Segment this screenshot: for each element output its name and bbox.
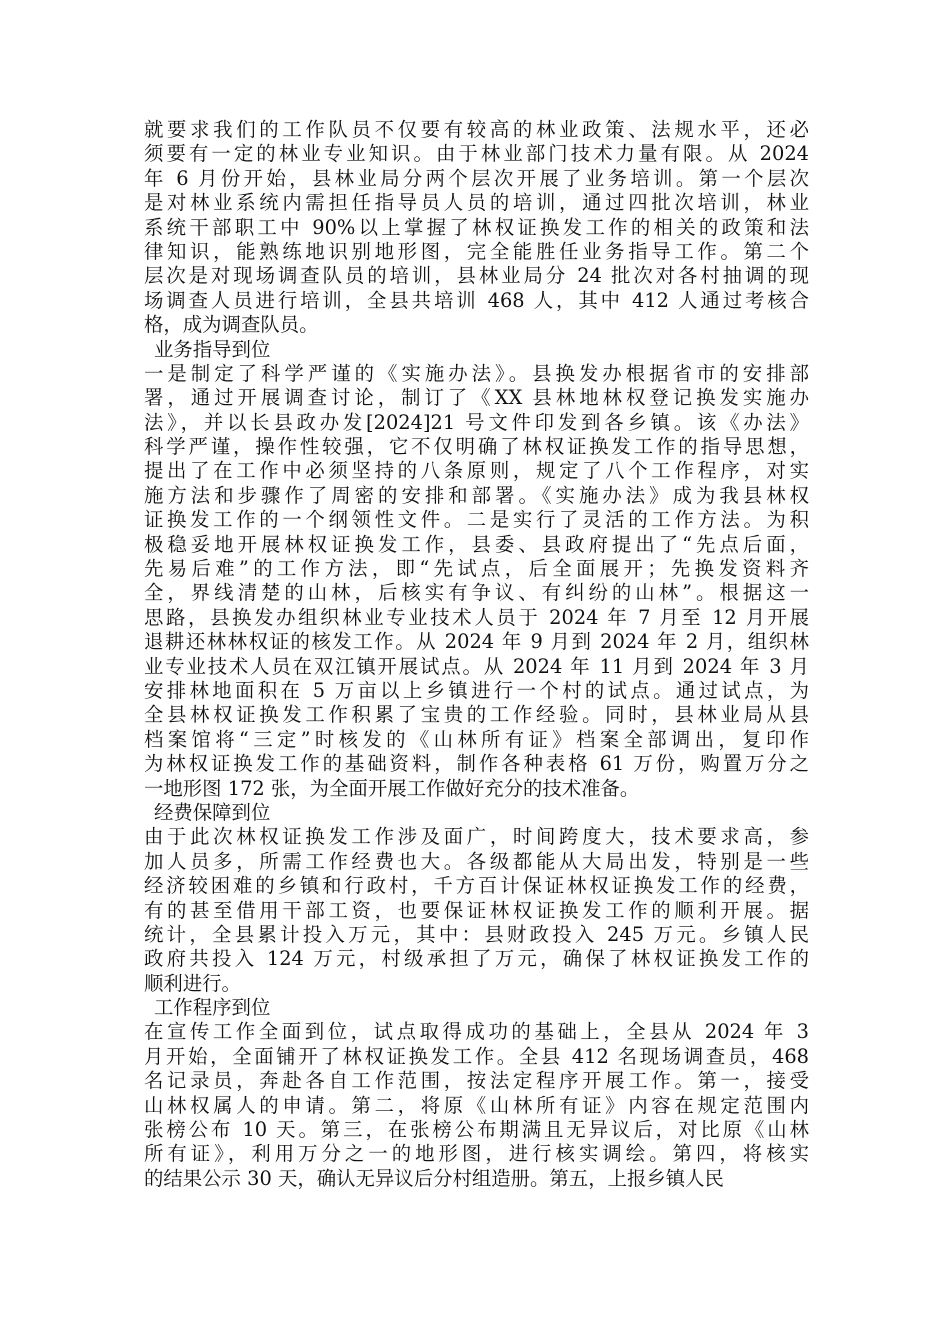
text-line: 律知识，能熟练地识别地形图，完全能胜任业务指导工作。第二个 xyxy=(144,239,809,263)
text-line: 年 6 月份开始，县林业局分两个层次开展了业务培训。第一个层次 xyxy=(144,166,809,190)
text-line: 署，通过开展调查讨论，制订了《XX 县林地林权登记换发实施办 xyxy=(144,386,809,410)
text-line: 山林权属人的申请。第二，将原《山林所有证》内容在规定范围内 xyxy=(144,1093,809,1117)
text-line: 统计，全县累计投入万元，其中：县财政投入 245 万元。乡镇人民 xyxy=(144,922,809,946)
text-line: 全，界线清楚的山林，后核实有争议、有纠纷的山林”。根据这一 xyxy=(144,581,809,605)
body-paragraph xyxy=(144,362,809,801)
text-line: 业专业技术人员在双江镇开展试点。从 2024 年 11 月到 2024 年 3 月 xyxy=(144,654,809,678)
text-line: 须要有一定的林业专业知识。由于林业部门技术力量有限。从 2024 xyxy=(144,142,809,166)
text-line: 思路，县换发办组织林业专业技术人员于 2024 年 7 月至 12 月开展 xyxy=(144,605,809,629)
text-line: 退耕还林林权证的核发工作。从 2024 年 9 月到 2024 年 2 月，组织林 xyxy=(144,630,809,654)
text-line: 格，成为调查队员。 xyxy=(144,313,319,337)
text-line: 经济较困难的乡镇和行政村，千方百计保证林权证换发工作的经费， xyxy=(144,874,809,898)
text-line: 名记录员，奔赴各自工作范围，按法定程序开展工作。第一，接受 xyxy=(144,1069,809,1093)
text-line: 为林权证换发工作的基础资料，制作各种表格 61 万份，购置万分之 xyxy=(144,752,809,776)
text-line: 就要求我们的工作队员不仅要有较高的林业政策、法规水平，还必 xyxy=(144,118,809,141)
document-page xyxy=(144,118,809,1191)
section-heading: 工作程序到位 xyxy=(154,996,271,1020)
text-line: 证换发工作的一个纲领性文件。二是实行了灵活的工作方法。为积 xyxy=(144,508,809,532)
text-line: 加人员多，所需工作经费也大。各级都能从大局出发，特别是一些 xyxy=(144,849,809,873)
text-line: 施方法和步骤作了周密的安排和部署。《实施办法》成为我县林权 xyxy=(144,483,809,507)
text-line: 有的甚至借用干部工资，也要保证林权证换发工作的顺利开展。据 xyxy=(144,898,809,922)
text-line: 场调查人员进行培训，全县共培训 468 人，其中 412 人通过考核合 xyxy=(144,288,809,312)
body-paragraph xyxy=(144,825,809,996)
text-line: 提出了在工作中必须坚持的八条原则，规定了八个工作程序，对实 xyxy=(144,459,809,483)
body-paragraph xyxy=(144,118,809,338)
text-line: 顺利进行。 xyxy=(144,971,241,995)
body-paragraph xyxy=(144,1020,809,1191)
text-line: 一是制定了科学严谨的《实施办法》。县换发办根据省市的安排部 xyxy=(144,361,809,385)
text-line: 由于此次林权证换发工作涉及面广，时间跨度大，技术要求高，参 xyxy=(144,825,809,849)
text-line: 极稳妥地开展林权证换发工作，县委、县政府提出了“先点后面， xyxy=(144,532,809,556)
section-heading: 经费保障到位 xyxy=(154,800,271,824)
text-line: 的结果公示 30 天，确认无异议后分村组造册。第五，上报乡镇人民 xyxy=(144,1166,724,1190)
text-line: 所有证》，利用万分之一的地形图，进行核实调绘。第四，将核实 xyxy=(144,1142,809,1166)
text-line: 一地形图 172 张，为全面开展工作做好充分的技术准备。 xyxy=(144,776,640,800)
text-line: 系统干部职工中 90%以上掌握了林权证换发工作的相关的政策和法 xyxy=(144,215,809,239)
section-heading: 业务指导到位 xyxy=(154,337,271,361)
text-line: 安排林地面积在 5 万亩以上乡镇进行一个村的试点。通过试点，为 xyxy=(144,678,809,702)
text-line: 张榜公布 10 天。第三，在张榜公布期满且无异议后，对比原《山林 xyxy=(144,1118,809,1142)
text-line: 科学严谨，操作性较强，它不仅明确了林权证换发工作的指导思想， xyxy=(144,435,809,459)
text-line: 档案馆将“三定”时核发的《山林所有证》档案全部调出，复印作 xyxy=(144,727,809,751)
text-line: 全县林权证换发工作积累了宝贵的工作经验。同时，县林业局从县 xyxy=(144,703,809,727)
text-line: 是对林业系统内需担任指导员人员的培训，通过四批次培训，林业 xyxy=(144,191,809,215)
text-line: 政府共投入 124 万元，村级承担了万元，确保了林权证换发工作的 xyxy=(144,947,809,971)
text-line: 先易后难”的工作方法，即“先试点，后全面展开；先换发资料齐 xyxy=(144,557,809,581)
text-line: 法》，并以长县政办发[2024]21 号文件印发到各乡镇。该《办法》 xyxy=(144,410,809,434)
text-line: 层次是对现场调查队员的培训，县林业局分 24 批次对各村抽调的现 xyxy=(144,264,809,288)
text-line: 月开始，全面铺开了林权证换发工作。全县 412 名现场调查员，468 xyxy=(144,1044,809,1068)
text-line: 在宣传工作全面到位，试点取得成功的基础上，全县从 2024 年 3 xyxy=(144,1020,809,1044)
